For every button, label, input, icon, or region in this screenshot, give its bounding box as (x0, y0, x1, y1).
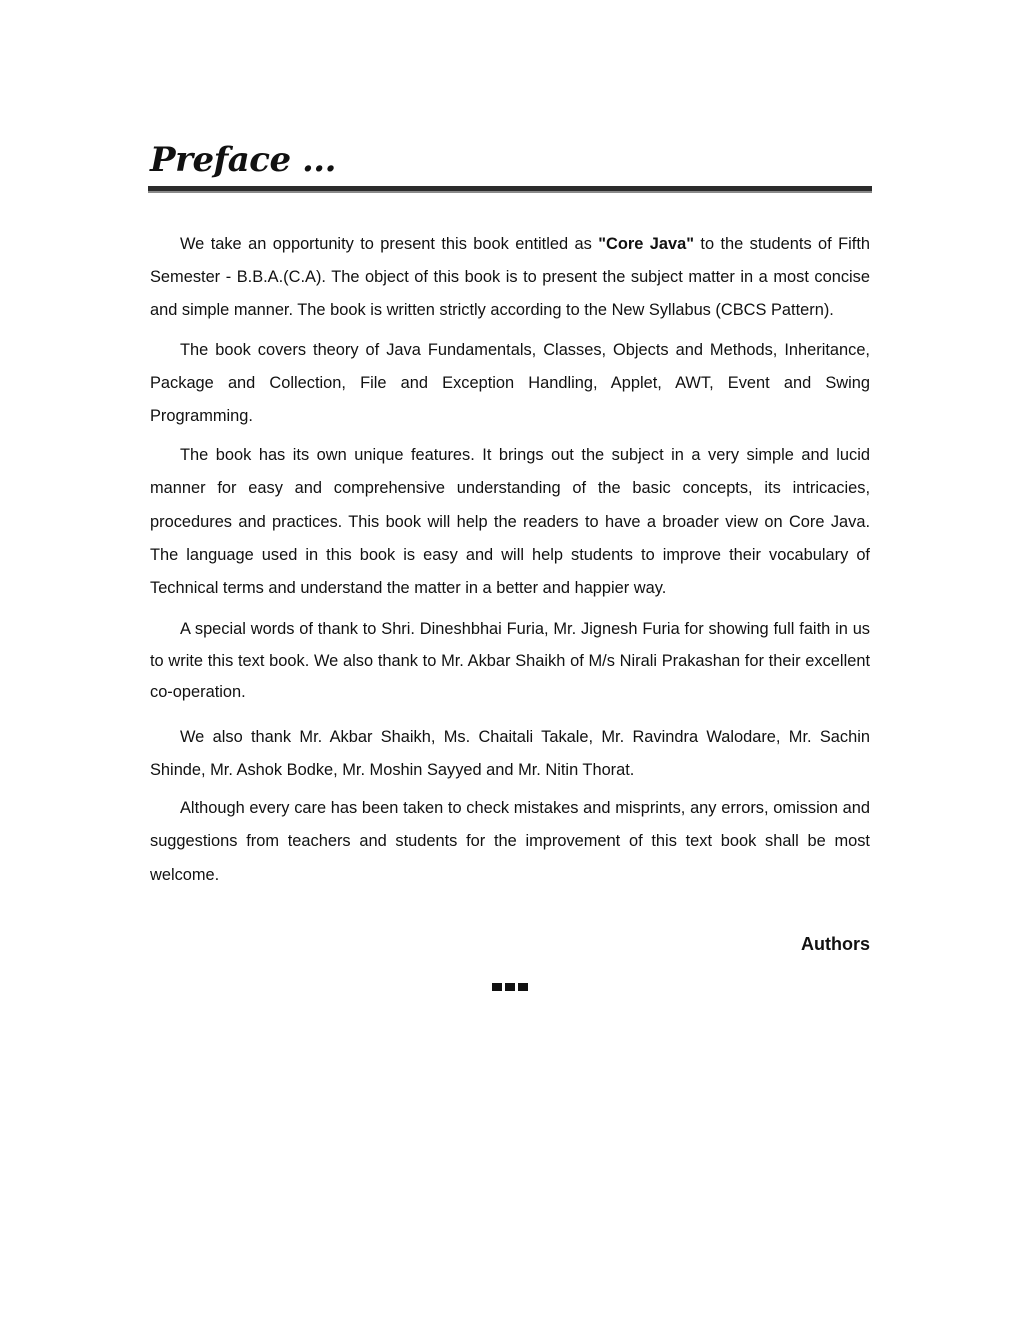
paragraph-feedback: Although every care has been taken to check mistakes and misprints, any errors, omission and suggestions from teachers and students for the improvement of this text book shall be most welcome. (150, 799, 870, 884)
authors-signature: Authors (801, 933, 870, 954)
paragraph-coverage: The book covers theory of Java Fundamentals, Classes, Objects and Methods, Inheritance, Package and Collection, File and Exception Handling, Applet, AWT, Event and Swing Programming. (150, 340, 870, 426)
paragraph-features: The book has its own unique features. It brings out the subject in a very simple and lucid manner for easy and comprehensive understanding of the basic concepts, its intricacies, procedures and practices. This book will help the readers to have a broader view on Core Java. The language used in this book is easy and will help students to improve their vocabulary of Technical terms and understand the matter in a better and happier way. (150, 446, 870, 598)
end-mark-square (492, 983, 502, 991)
intro-text-start: We take an opportunity to present this book entitled as (180, 235, 599, 253)
page-title: Preface ... (150, 140, 336, 180)
preface-page (150, 140, 870, 991)
end-mark-icon (150, 983, 870, 991)
intro-text-end: to the students of Fifth Semester - B.B.A.(C.A). The object of this book is to present the subject matter in a most concise and simple manner. The book is written strictly according to the New Syllabus (CBCS Pattern). (150, 235, 870, 320)
paragraph-thanks-furia: A special words of thank to Shri. Dineshbhai Furia, Mr. Jignesh Furia for showing full faith in us to write this text book. We also thank to Mr. Akbar Shaikh of M/s Nirali Prakashan for their excellent co-operation. (150, 620, 870, 702)
paragraph-intro (150, 228, 870, 328)
end-mark-square (505, 983, 515, 991)
title-underline (148, 186, 872, 193)
book-title: "Core Java" (598, 235, 694, 253)
paragraph-thanks-team: We also thank Mr. Akbar Shaikh, Ms. Chaitali Takale, Mr. Ravindra Walodare, Mr. Sachin Shinde, Mr. Ashok Bodke, Mr. Moshin Sayyed and Mr. Nitin Thorat. (150, 727, 870, 779)
end-mark-square (518, 983, 528, 991)
